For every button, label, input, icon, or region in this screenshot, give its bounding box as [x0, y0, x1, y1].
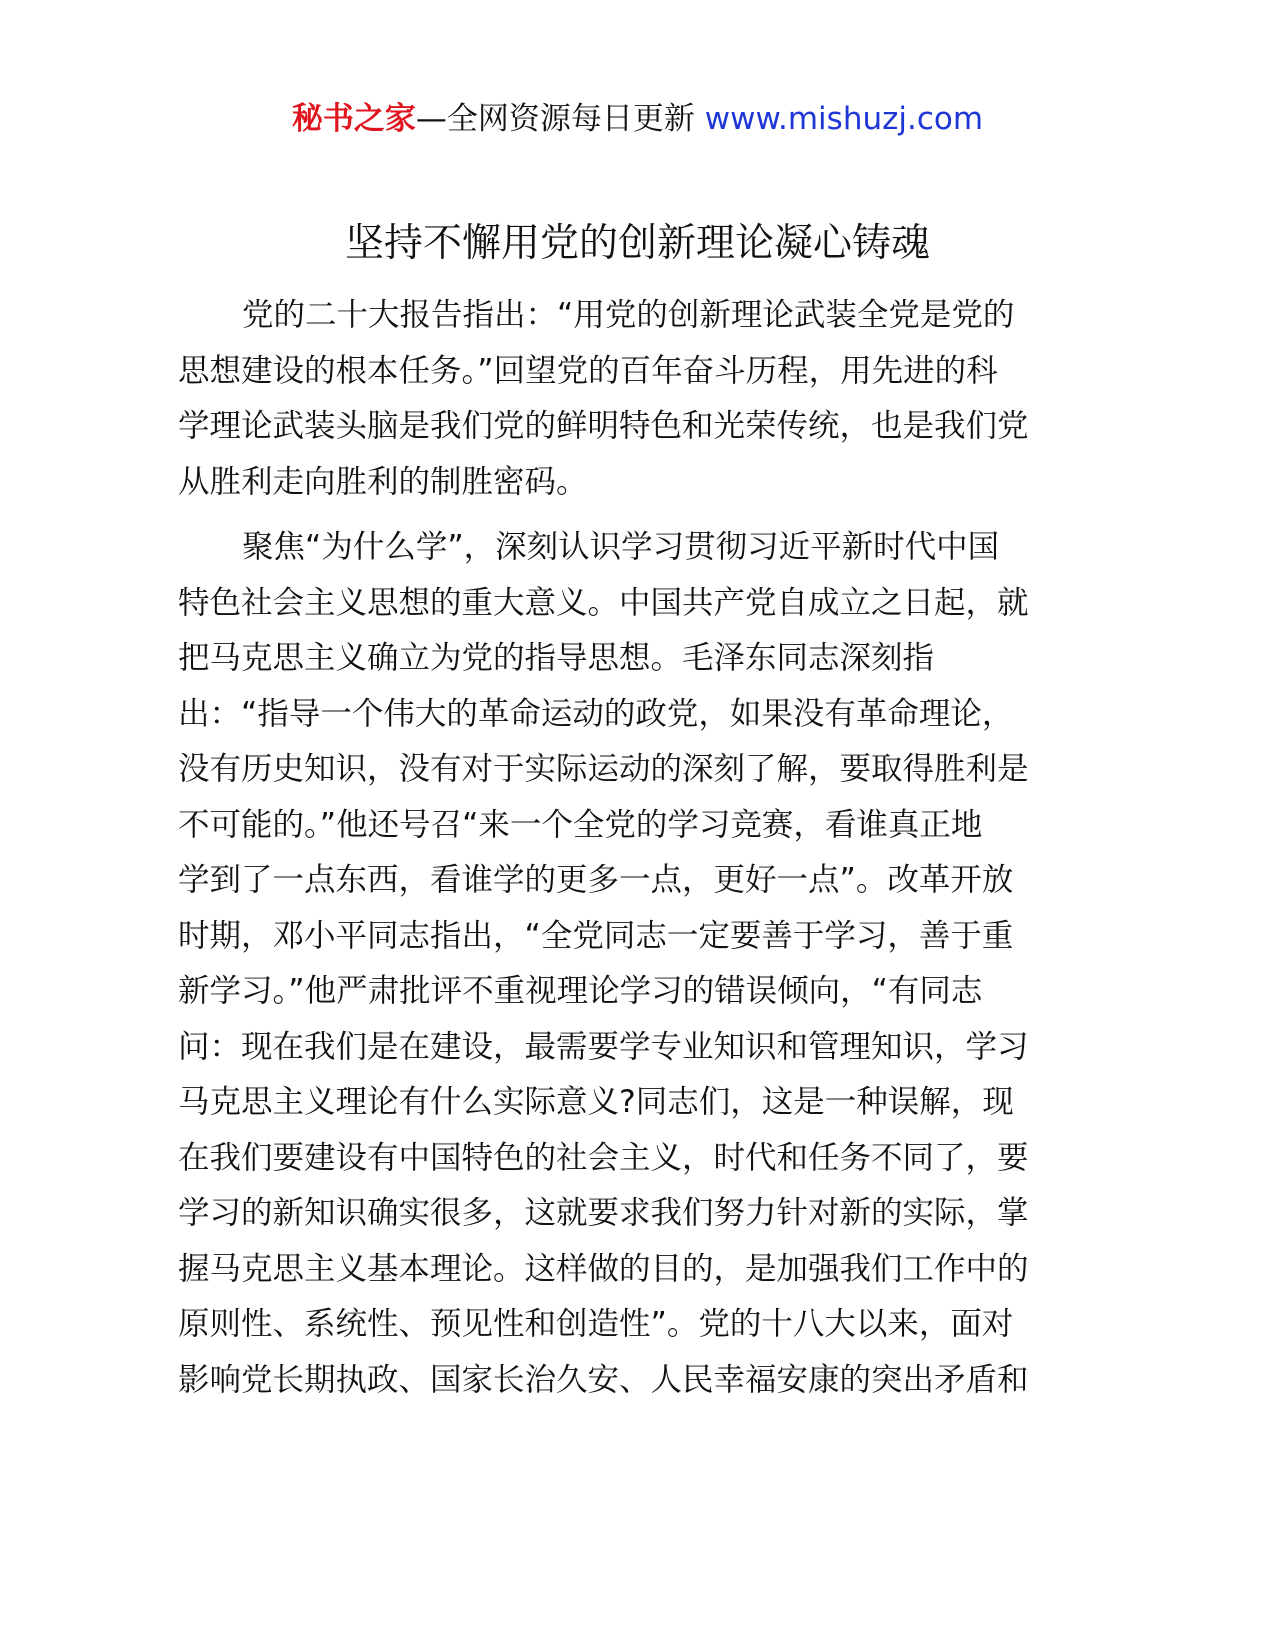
text-line: 学到了一点东西，看谁学的更多一点，更好一点”。改革开放 [178, 862, 1014, 898]
text-line: 在我们要建设有中国特色的社会主义，时代和任务不同了，要 [178, 1139, 1029, 1176]
text-line: 影响党长期执政、国家长治久安、人民幸福安康的突出矛盾和 [178, 1361, 1029, 1398]
text-line: 握马克思主义基本理论。这样做的目的，是加强我们工作中的 [178, 1250, 1029, 1287]
text-line: 新学习。”他严肃批评不重视理论学习的错误倾向，“有同志 [178, 973, 983, 1009]
text-line: 原则性、系统性、预见性和创造性”。党的十八大以来，面对 [178, 1306, 1014, 1342]
text-line: 不可能的。”他还号召“来一个全党的学习竞赛，看谁真正地 [178, 806, 983, 843]
site-header [0, 98, 1275, 140]
document-body [178, 288, 1038, 1418]
text-line: 党的二十大报告指出：“用党的创新理论武装全党是党的 [242, 297, 1015, 333]
document-title: 坚持不懈用党的创新理论凝心铸魂 [344, 221, 930, 266]
text-line: 思想建设的根本任务。”回望党的百年奋斗历程，用先进的科 [178, 352, 998, 389]
paragraph [178, 520, 1038, 1408]
text-line: 聚焦“为什么学”，深刻认识学习贯彻习近平新时代中国 [242, 529, 1000, 565]
text-line: 把马克思主义确立为党的指导思想。毛泽东同志深刻指 [178, 640, 935, 676]
site-slogan: —全网资源每日更新 [415, 101, 695, 137]
site-brand: 秘书之家 [291, 101, 416, 137]
text-line: 问：现在我们是在建设，最需要学专业知识和管理知识，学习 [178, 1028, 1029, 1065]
paragraph [178, 288, 1038, 510]
text-line: 特色社会主义思想的重大意义。中国共产党自成立之日起，就 [178, 584, 1029, 621]
text-line: 出：“指导一个伟大的革命运动的政党，如果没有革命理论， [178, 695, 1014, 732]
text-line: 没有历史知识，没有对于实际运动的深刻了解，要取得胜利是 [178, 751, 1029, 787]
site-url-link[interactable]: www.mishuzj.com [704, 101, 984, 137]
text-line: 学理论武装头脑是我们党的鲜明特色和光荣传统，也是我们党 [178, 408, 1029, 444]
text-line: 马克思主义理论有什么实际意义?同志们，这是一种误解，现 [178, 1084, 1014, 1120]
text-line: 从胜利走向胜利的制胜密码。 [178, 463, 588, 500]
text-line: 时期，邓小平同志指出，“全党同志一定要善于学习，善于重 [178, 917, 1014, 954]
text-line: 学习的新知识确实很多，这就要求我们努力针对新的实际，掌 [178, 1195, 1029, 1231]
